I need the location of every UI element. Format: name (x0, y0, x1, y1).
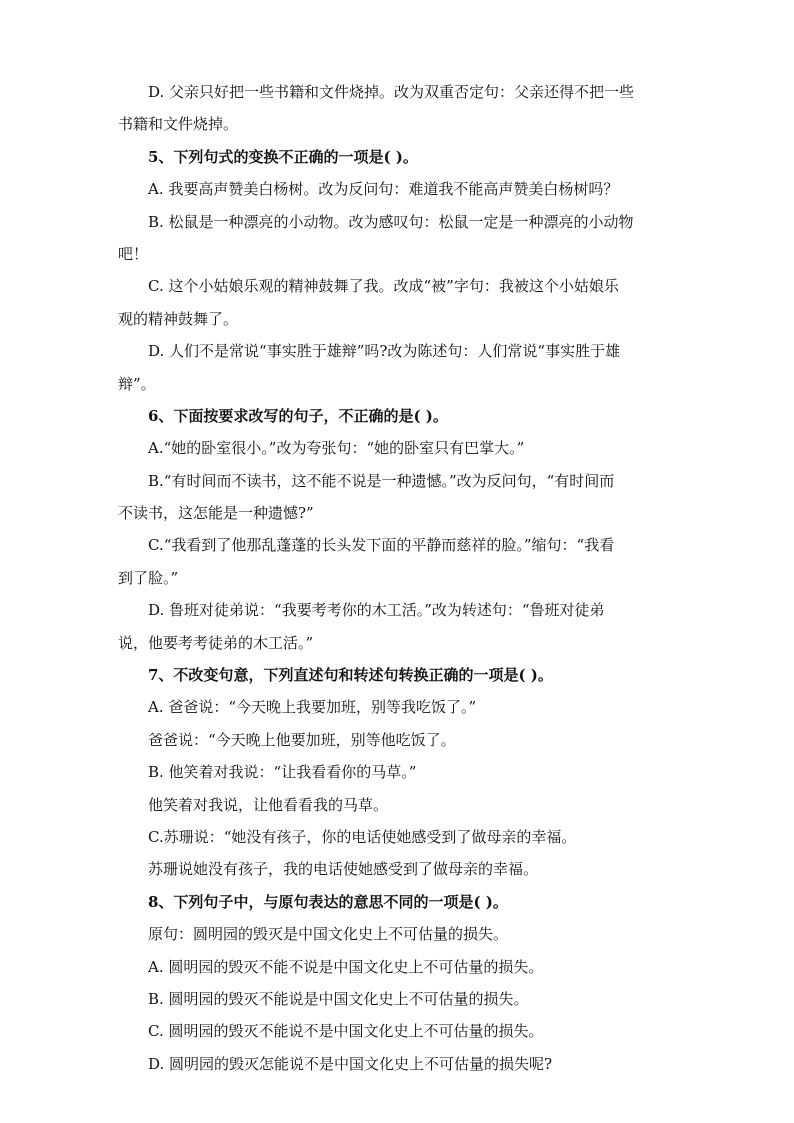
text-line: A. 圆明园的毁灭不能不说是中国文化史上不可估量的损失。 (148, 957, 544, 976)
text-line: D. 父亲只好把一些书籍和文件烧掉。改为双重否定句：父亲还得不把一些 (148, 83, 635, 101)
text-line: A. 我要高声赞美白杨树。改为反问句：难道我不能高声赞美白杨树吗？ (148, 180, 619, 199)
text-line: D. 圆明园的毁灭怎能说不是中国文化史上不可估量的损失呢? (148, 1054, 553, 1073)
text-line: D. 人们不是常说“事实胜于雄辩”吗?改为陈述句：人们常说“事实胜于雄 (148, 342, 621, 361)
question-heading: 8、下列句子中，与原句表达的意思不同的一项是( )。 (148, 892, 508, 911)
text-line: B.“有时间而不读书，这不能不说是一种遗憾。”改为反问句，“有时间而 (148, 471, 615, 490)
text-line: 原句：圆明园的毁灭是中国文化史上不可估量的损失。 (148, 925, 509, 944)
question-heading: 5、下列句式的变换不正确的一项是( )。 (148, 147, 418, 166)
document-body (118, 76, 678, 1080)
text-line: 书籍和文件烧掉。 (118, 115, 239, 134)
text-line: A.“她的卧室很小。”改为夸张句：“她的卧室只有巴掌大。” (148, 439, 525, 458)
text-line: 说，他要考考徒弟的木工活。” (118, 633, 314, 652)
text-line: A. 爸爸说：“今天晚上我要加班，别等我吃饭了。” (148, 698, 477, 717)
text-line: B. 圆明园的毁灭不能说是中国文化史上不可估量的损失。 (148, 989, 529, 1008)
text-line: 辩”。 (118, 374, 156, 393)
text-line: 观的精神鼓舞了。 (118, 309, 239, 328)
text-line: B. 松鼠是一种漂亮的小动物。改为感叹句：松鼠一定是一种漂亮的小动物 (148, 212, 634, 231)
question-heading: 7、不改变句意，下列直述句和转述句转换正确的一项是( )。 (148, 666, 553, 685)
text-line: 爸爸说：“今天晚上他要加班，别等他吃饭了。 (148, 730, 456, 749)
text-line: 到了脸。” (118, 568, 179, 587)
text-line: 不读书，这怎能是一种遗憾?” (118, 504, 314, 523)
text-line: 他笑着对我说，让他看看我的马草。 (148, 795, 389, 814)
text-line: D. 鲁班对徒弟说：“我要考考你的木工活。”改为转述句：“鲁班对徒弟 (148, 601, 605, 620)
text-line: C.苏珊说：“她没有孩子，你的电话使她感受到了做母亲的幸福。 (148, 827, 577, 846)
text-line: 苏珊说她没有孩子，我的电话使她感受到了做母亲的幸福。 (148, 860, 539, 879)
text-line: C. 这个小姑娘乐观的精神鼓舞了我。改成“被”字句：我被这个小姑娘乐 (148, 277, 619, 296)
text-line: 吧！ (118, 244, 149, 263)
text-line: C.“我看到了他那乱蓬蓬的长头发下面的平静而慈祥的脸。”缩句：“我看 (148, 536, 615, 555)
text-line: C. 圆明园的毁灭不能说不是中国文化史上不可估量的损失。 (148, 1022, 544, 1041)
text-line: B. 他笑着对我说：“让我看看你的马草。” (148, 763, 417, 782)
question-heading: 6、下面按要求改写的句子，不正确的是( )。 (148, 406, 448, 425)
